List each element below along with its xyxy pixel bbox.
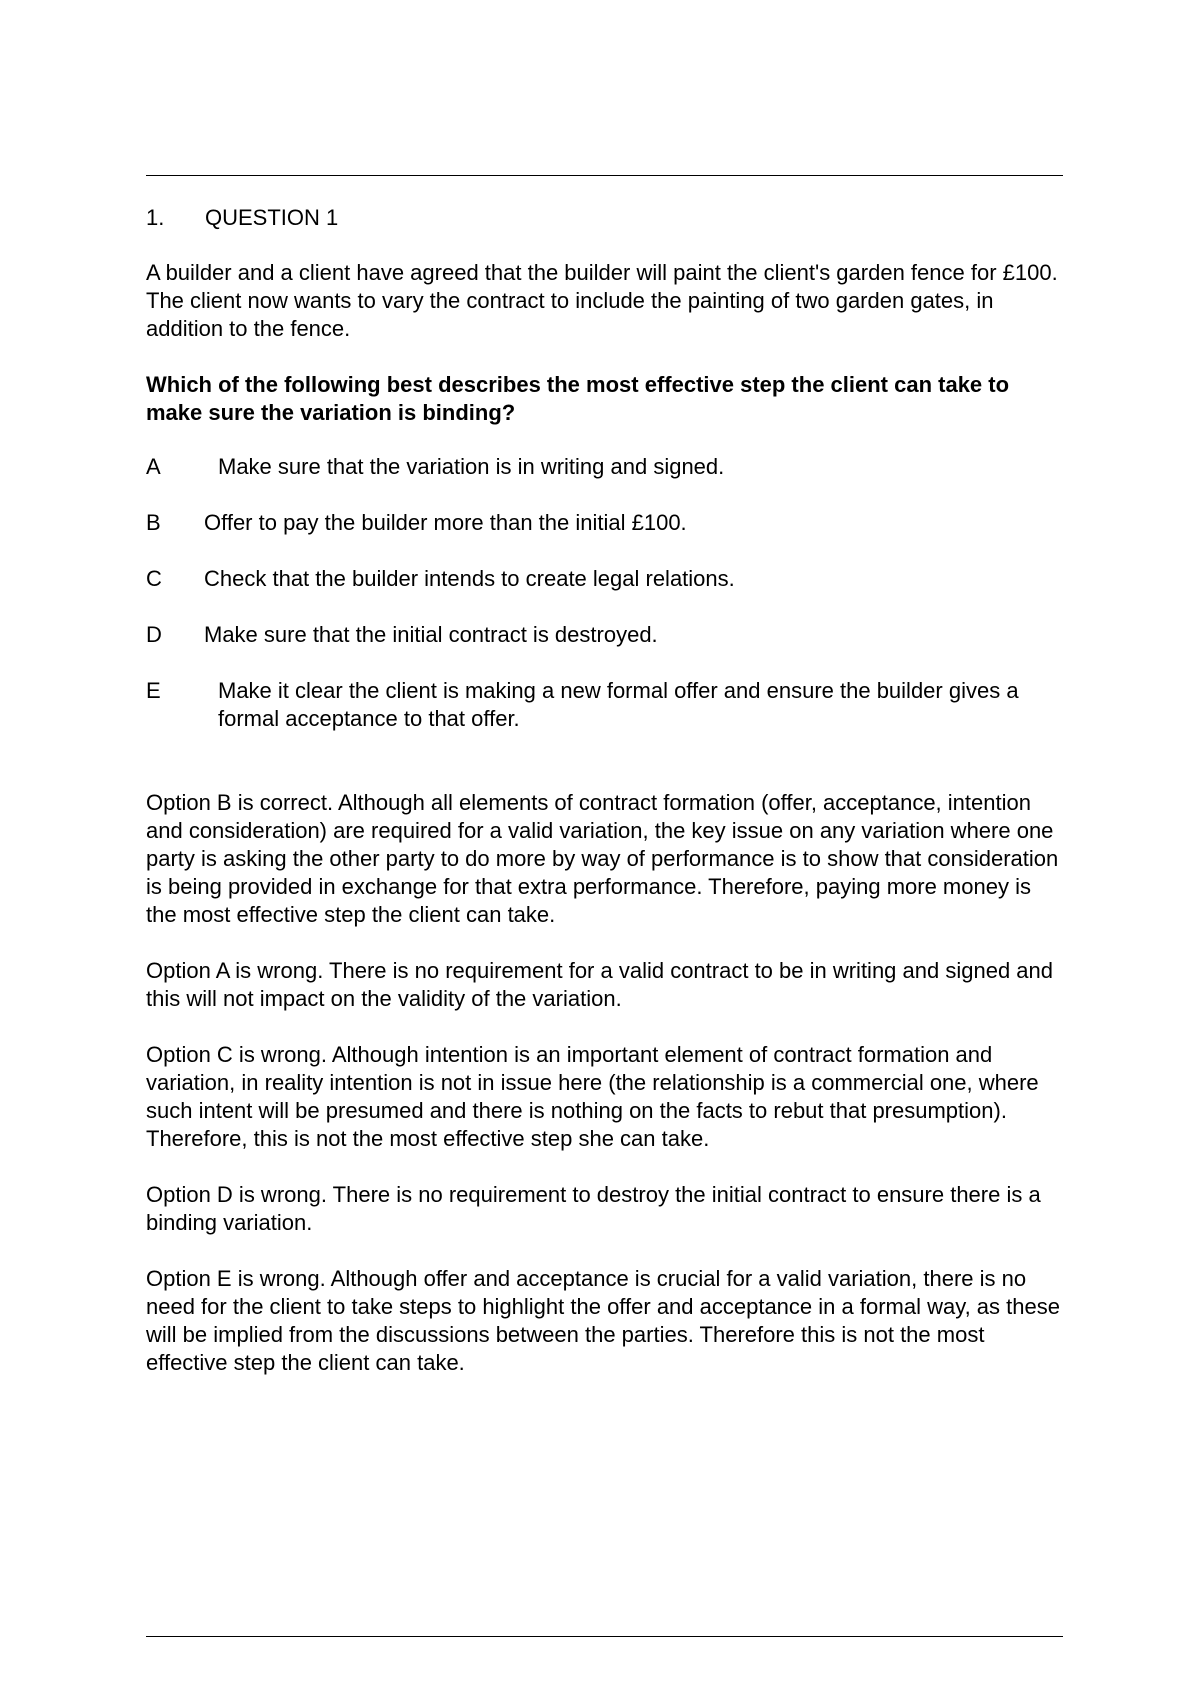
option-text: Make sure that the variation is in writing and signed. (218, 454, 725, 479)
question-content (146, 204, 1076, 1405)
option-a (146, 453, 1076, 481)
option-b (146, 509, 1076, 537)
answer-options (146, 453, 1076, 733)
question-title: QUESTION 1 (205, 205, 339, 230)
explanation-paragraph: Option A is wrong. There is no requirement for a valid contract to be in writing and signed and this will not impact on the validity of the variation. (146, 958, 1053, 1011)
option-letter: A (146, 454, 161, 479)
option-e (146, 677, 1076, 733)
explanation-paragraph: Option E is wrong. Although offer and acceptance is crucial for a valid variation, there is no need for the client to take steps to highlight the offer and acceptance in a formal way, as these will be implied from the discussions between the parties. Therefore this is not the most effective step the client can take. (146, 1266, 1060, 1375)
header-rule (146, 175, 1063, 176)
option-text: Check that the builder intends to create legal relations. (204, 566, 735, 591)
footer-rule (146, 1636, 1063, 1637)
explanation-paragraph: Option D is wrong. There is no requirement to destroy the initial contract to ensure there is a binding variation. (146, 1182, 1041, 1235)
option-text: Make sure that the initial contract is destroyed. (204, 622, 658, 647)
option-text: Offer to pay the builder more than the initial £100. (204, 510, 687, 535)
explanation-paragraph: Option B is correct. Although all elements of contract formation (offer, acceptance, intention and consideration) are required for a valid variation, the key issue on any variation where one party is asking the other party to do more by way of performance is to show that consideration is being provided in exchange for that extra performance. Therefore, paying more money is the most effective step the client can take. (146, 790, 1059, 927)
option-letter: C (146, 566, 162, 591)
option-letter: E (146, 678, 161, 703)
explanation-paragraph: Option C is wrong. Although intention is an important element of contract formation and variation, in reality intention is not in issue here (the relationship is a commercial one, where such intent will be presumed and there is nothing on the facts to rebut that presumption). Therefore, this is not the most effective step she can take. (146, 1042, 1039, 1151)
question-prompt: Which of the following best describes the most effective step the client can take to make sure the variation is binding? (146, 372, 1010, 425)
option-c (146, 565, 1076, 593)
option-d (146, 621, 1076, 649)
answer-explanations (146, 789, 1076, 1377)
question-heading (146, 204, 1076, 232)
question-scenario: A builder and a client have agreed that the builder will paint the client's garden fence for £100. The client now wants to vary the contract to include the painting of two garden gates, in addition to the fence. (146, 260, 1058, 341)
option-letter: D (146, 622, 162, 647)
question-number: 1. (146, 205, 165, 230)
option-text: Make it clear the client is making a new formal offer and ensure the builder gives a formal acceptance to that offer. (218, 678, 1019, 731)
option-letter: B (146, 510, 161, 535)
